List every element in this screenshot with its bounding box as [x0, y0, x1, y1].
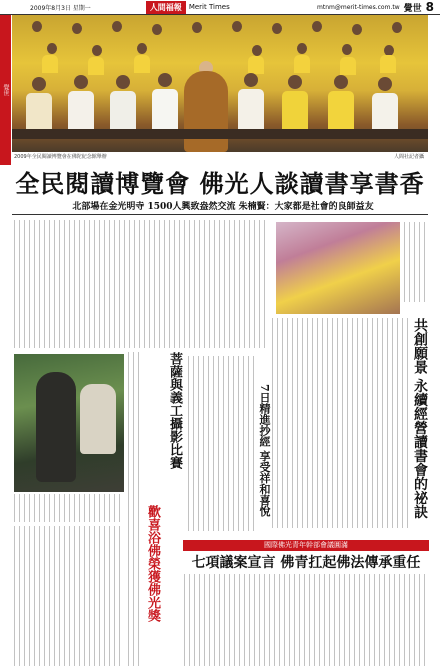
venerable-monk-figure: [184, 71, 228, 152]
youth-headline: 七項議案宣言 佛青扛起佛法傳承重任: [191, 555, 421, 571]
photo-contest-subheadline: 歡喜浴佛榮獲佛光獎: [145, 505, 160, 622]
photo-credit: 人間社記者攝: [393, 154, 424, 160]
bathing-buddha-photo: [14, 354, 124, 492]
section-name: 覺世: [403, 3, 422, 14]
photo-contest-body-2: [128, 352, 142, 666]
main-subheadline: 北部場在金光明寺 1500人興致盎然交流 朱楠賢：大家都是社會的良師益友: [72, 202, 374, 212]
sutra-article-body: [188, 356, 254, 531]
page-header: [0, 0, 440, 15]
photo-contest-body: [14, 526, 124, 666]
side-headline: 共創願景 永續經營讀書會的祕訣: [412, 318, 428, 519]
masthead-logo: 人間福報: [146, 1, 186, 14]
photo-contest-caption: [14, 494, 124, 522]
headline-rule: [12, 214, 428, 215]
page-number: 8: [425, 0, 434, 14]
main-article-body: [14, 220, 269, 348]
masthead-english: Merit Times: [188, 3, 230, 11]
bodhisattva-statue: [36, 372, 76, 482]
youth-article-body: [184, 574, 428, 666]
main-photo: [12, 15, 428, 152]
website-link[interactable]: mtnm@merit-times.com.tw: [317, 3, 400, 11]
photo-contest-headline: 菩薩與義工攝影比賽: [167, 352, 182, 469]
section-tab-label: 覺世: [2, 84, 9, 96]
youth-banner: 國際佛光青年幹部會議圓滿: [183, 540, 429, 551]
volunteer-figure: [80, 384, 116, 454]
photo-caption-text: 2009年全民閱讀博覽會在佛陀紀念館舉辦: [14, 154, 107, 160]
photo-caption: [14, 153, 424, 160]
sutra-headline: 7日精進抄經 享受祥和喜悅: [258, 384, 271, 517]
side-caption-text: [404, 222, 428, 302]
issue-date: 2009年8月3日 星期一: [30, 4, 91, 12]
reading-club-photo: [276, 222, 400, 314]
main-headline: 全民閱讀博覽會 佛光人談讀書享書香: [15, 169, 425, 198]
section-tab: [0, 15, 11, 165]
main-article-continued: [272, 318, 410, 528]
